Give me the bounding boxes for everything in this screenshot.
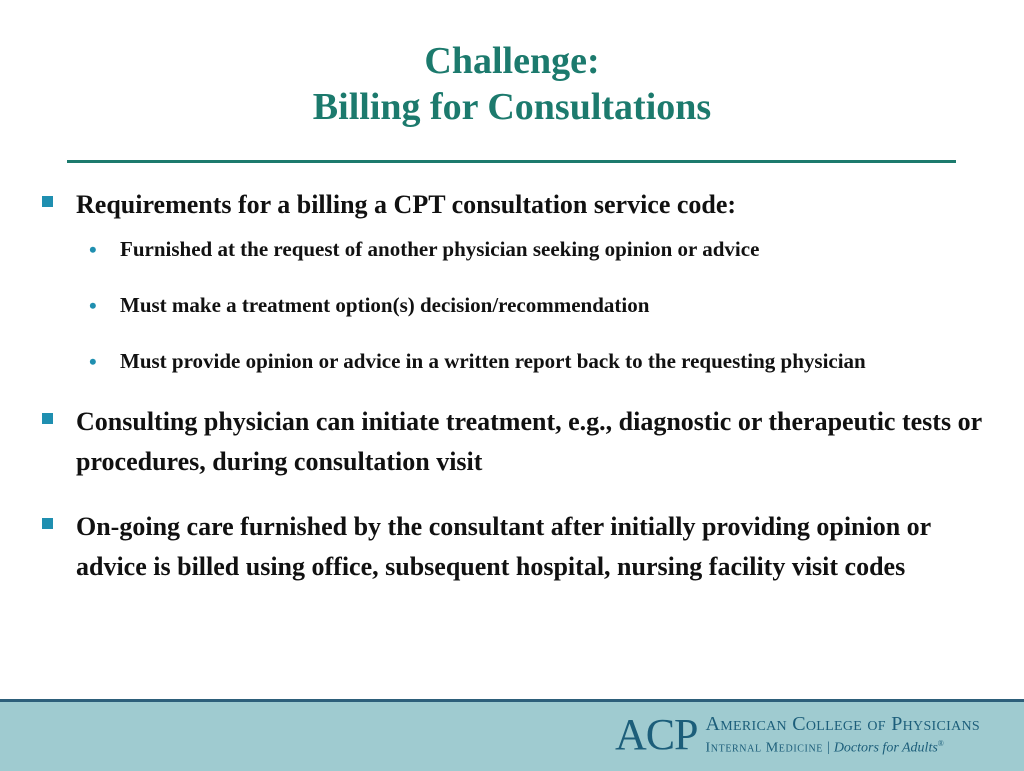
round-bullet-icon: • — [89, 349, 97, 374]
round-bullet-icon: • — [89, 237, 97, 262]
title-line-1: Challenge: — [424, 40, 600, 82]
sub-bullet-3-text: Must provide opinion or advice in a written report back to the requesting physician — [120, 349, 866, 373]
acp-logo-text — [706, 714, 980, 757]
sub-bullet-2 — [38, 291, 998, 320]
square-bullet-icon — [42, 518, 53, 529]
sub-bullet-3 — [38, 347, 880, 376]
sub-bullet-2-text: Must make a treatment option(s) decision/recommendation — [120, 293, 650, 317]
bullet-2-text: Consulting physician can initiate treatment, e.g., diagnostic or therapeutic tests or procedures, during consultation visit — [76, 407, 982, 476]
footer-bar — [0, 699, 1024, 771]
title-line-2: Billing for Consultations — [312, 86, 712, 128]
slide-body — [38, 185, 998, 587]
bullet-3-text: On-going care furnished by the consultant after initially providing opinion or advice is billed using office, subsequent hospital, nursing facility visit codes — [76, 512, 931, 581]
bullet-2 — [38, 402, 1016, 482]
square-bullet-icon — [42, 196, 53, 207]
sub-bullet-1 — [38, 235, 998, 264]
tagline-left: Internal Medicine — [705, 740, 823, 756]
registered-mark: ® — [937, 738, 944, 748]
acp-logo-mark: ACP — [614, 710, 698, 759]
sub-bullet-1-text: Furnished at the request of another physician seeking opinion or advice — [120, 237, 760, 261]
square-bullet-icon — [42, 413, 53, 424]
bullet-1-text: Requirements for a billing a CPT consultation service code: — [76, 190, 737, 219]
tagline-right: Doctors for Adults — [833, 740, 938, 756]
bullet-1 — [38, 185, 998, 225]
bullet-3 — [38, 507, 996, 587]
acp-logo — [615, 710, 980, 760]
title-divider — [67, 160, 956, 163]
round-bullet-icon: • — [89, 293, 97, 318]
tagline-separator: | — [827, 740, 830, 756]
slide-title — [0, 38, 1024, 130]
org-tagline — [706, 736, 980, 757]
org-name: American College of Physicians — [705, 712, 980, 735]
